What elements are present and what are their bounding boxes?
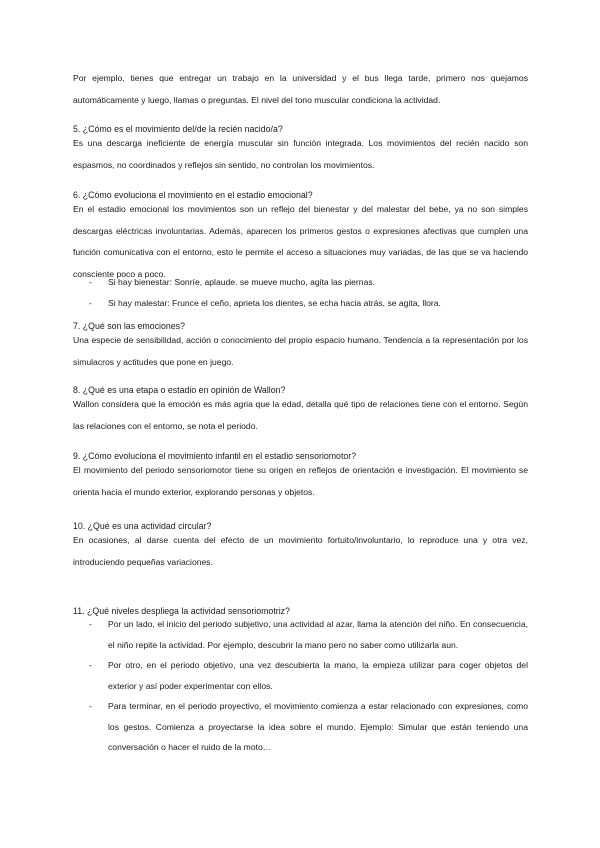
question-11: 11. ¿Qué niveles despliega la actividad sensoriomotriz? (73, 606, 290, 616)
answer-9: El movimiento del periodo sensoriomotor tiene su origen en reflejos de orientación e investigación. El movimiento se orienta hacia el mundo exterior, explorando personas y objetos. (73, 465, 528, 497)
question-7: 7. ¿Qué son las emociones? (73, 321, 185, 331)
list-item: - Si hay bienestar: Sonríe, aplaude. se mueve mucho, agita las piernas. (73, 272, 528, 293)
question-8: 8. ¿Qué es una etapa o estadio en opinión de Wallon? (73, 385, 286, 395)
question-10: 10. ¿Qué es una actividad circular? (73, 521, 212, 531)
answer-7: Una especie de sensibilidad, acción o conocimiento del propio espacio humano. Tendencia a la representación por los simulacros y actitudes que pone en juego. (73, 335, 528, 367)
bullet-list-6 (73, 272, 528, 313)
question-5: 5. ¿Cómo es el movimiento del/de la recién nacido/a? (73, 124, 283, 134)
bullet-list-11 (73, 614, 528, 758)
answer-8: Wallon considera que la emoción es más agria que la edad, detalla qué tipo de relaciones tiene con el entorno. Según las relaciones con el entorno, se nota el periodo. (73, 399, 528, 431)
question-9: 9. ¿Cómo evoluciona el movimiento infantil en el estadio sensoriomotor? (73, 451, 357, 461)
answer-10: En ocasiones, al darse cuenta del efecto de un movimiento fortuito/involuntario, lo reproduce una y otra vez, introduciendo pequeñas variaciones. (73, 535, 528, 567)
list-item: - Si hay malestar: Frunce el ceño, aprieta los dientes, se echa hacia atrás, se agita, llora. (73, 293, 528, 314)
list-item: - Por otro, en el periodo objetivo, una vez descubierta la mano, la empieza utilizar para coger objetos del exterior y así poder experimentar con ellos. (73, 655, 528, 696)
question-6: 6. ¿Cómo evoluciona el movimiento en el estadio emocional? (73, 190, 313, 200)
list-item: - Para terminar, en el periodo proyectivo, el movimiento comienza a estar relacionado con expresiones, como los gestos. Comienza a proyectarse la idea sobre el mundo. Ejemplo: Simular que están teniendo una conversación o hacer el ruido de la moto… (73, 696, 528, 758)
answer-6: En el estadio emocional los movimientos son un reflejo del bienestar y del malestar del bebe, ya no son simples descargas eléctricas involuntarias. Además, aparecen los primeros gestos o expresiones afectivas que cumplen una función comunicativa con el entorno, esto le permite el acceso a situaciones muy variadas, de las que se va haciendo consciente poco a poco. (73, 204, 528, 279)
intro-paragraph: Por ejemplo, tienes que entregar un trabajo en la universidad y el bus llega tarde, primero nos quejamos automáticamente y luego, llamas o preguntas. El nivel del tono muscular condiciona la actividad. (73, 73, 528, 105)
answer-5: Es una descarga ineficiente de energía muscular sin función integrada. Los movimientos del recién nacido son espasmos, no coordinados y reflejos sin sentido, no controlan los movimientos. (73, 138, 528, 170)
list-item: - Por un lado, el inicio del periodo subjetivo, una actividad al azar, llama la atención del niño. En consecuencia, el niño repite la actividad. Por ejemplo, descubrir la mano pero no saber como utilizarla aun. (73, 614, 528, 655)
